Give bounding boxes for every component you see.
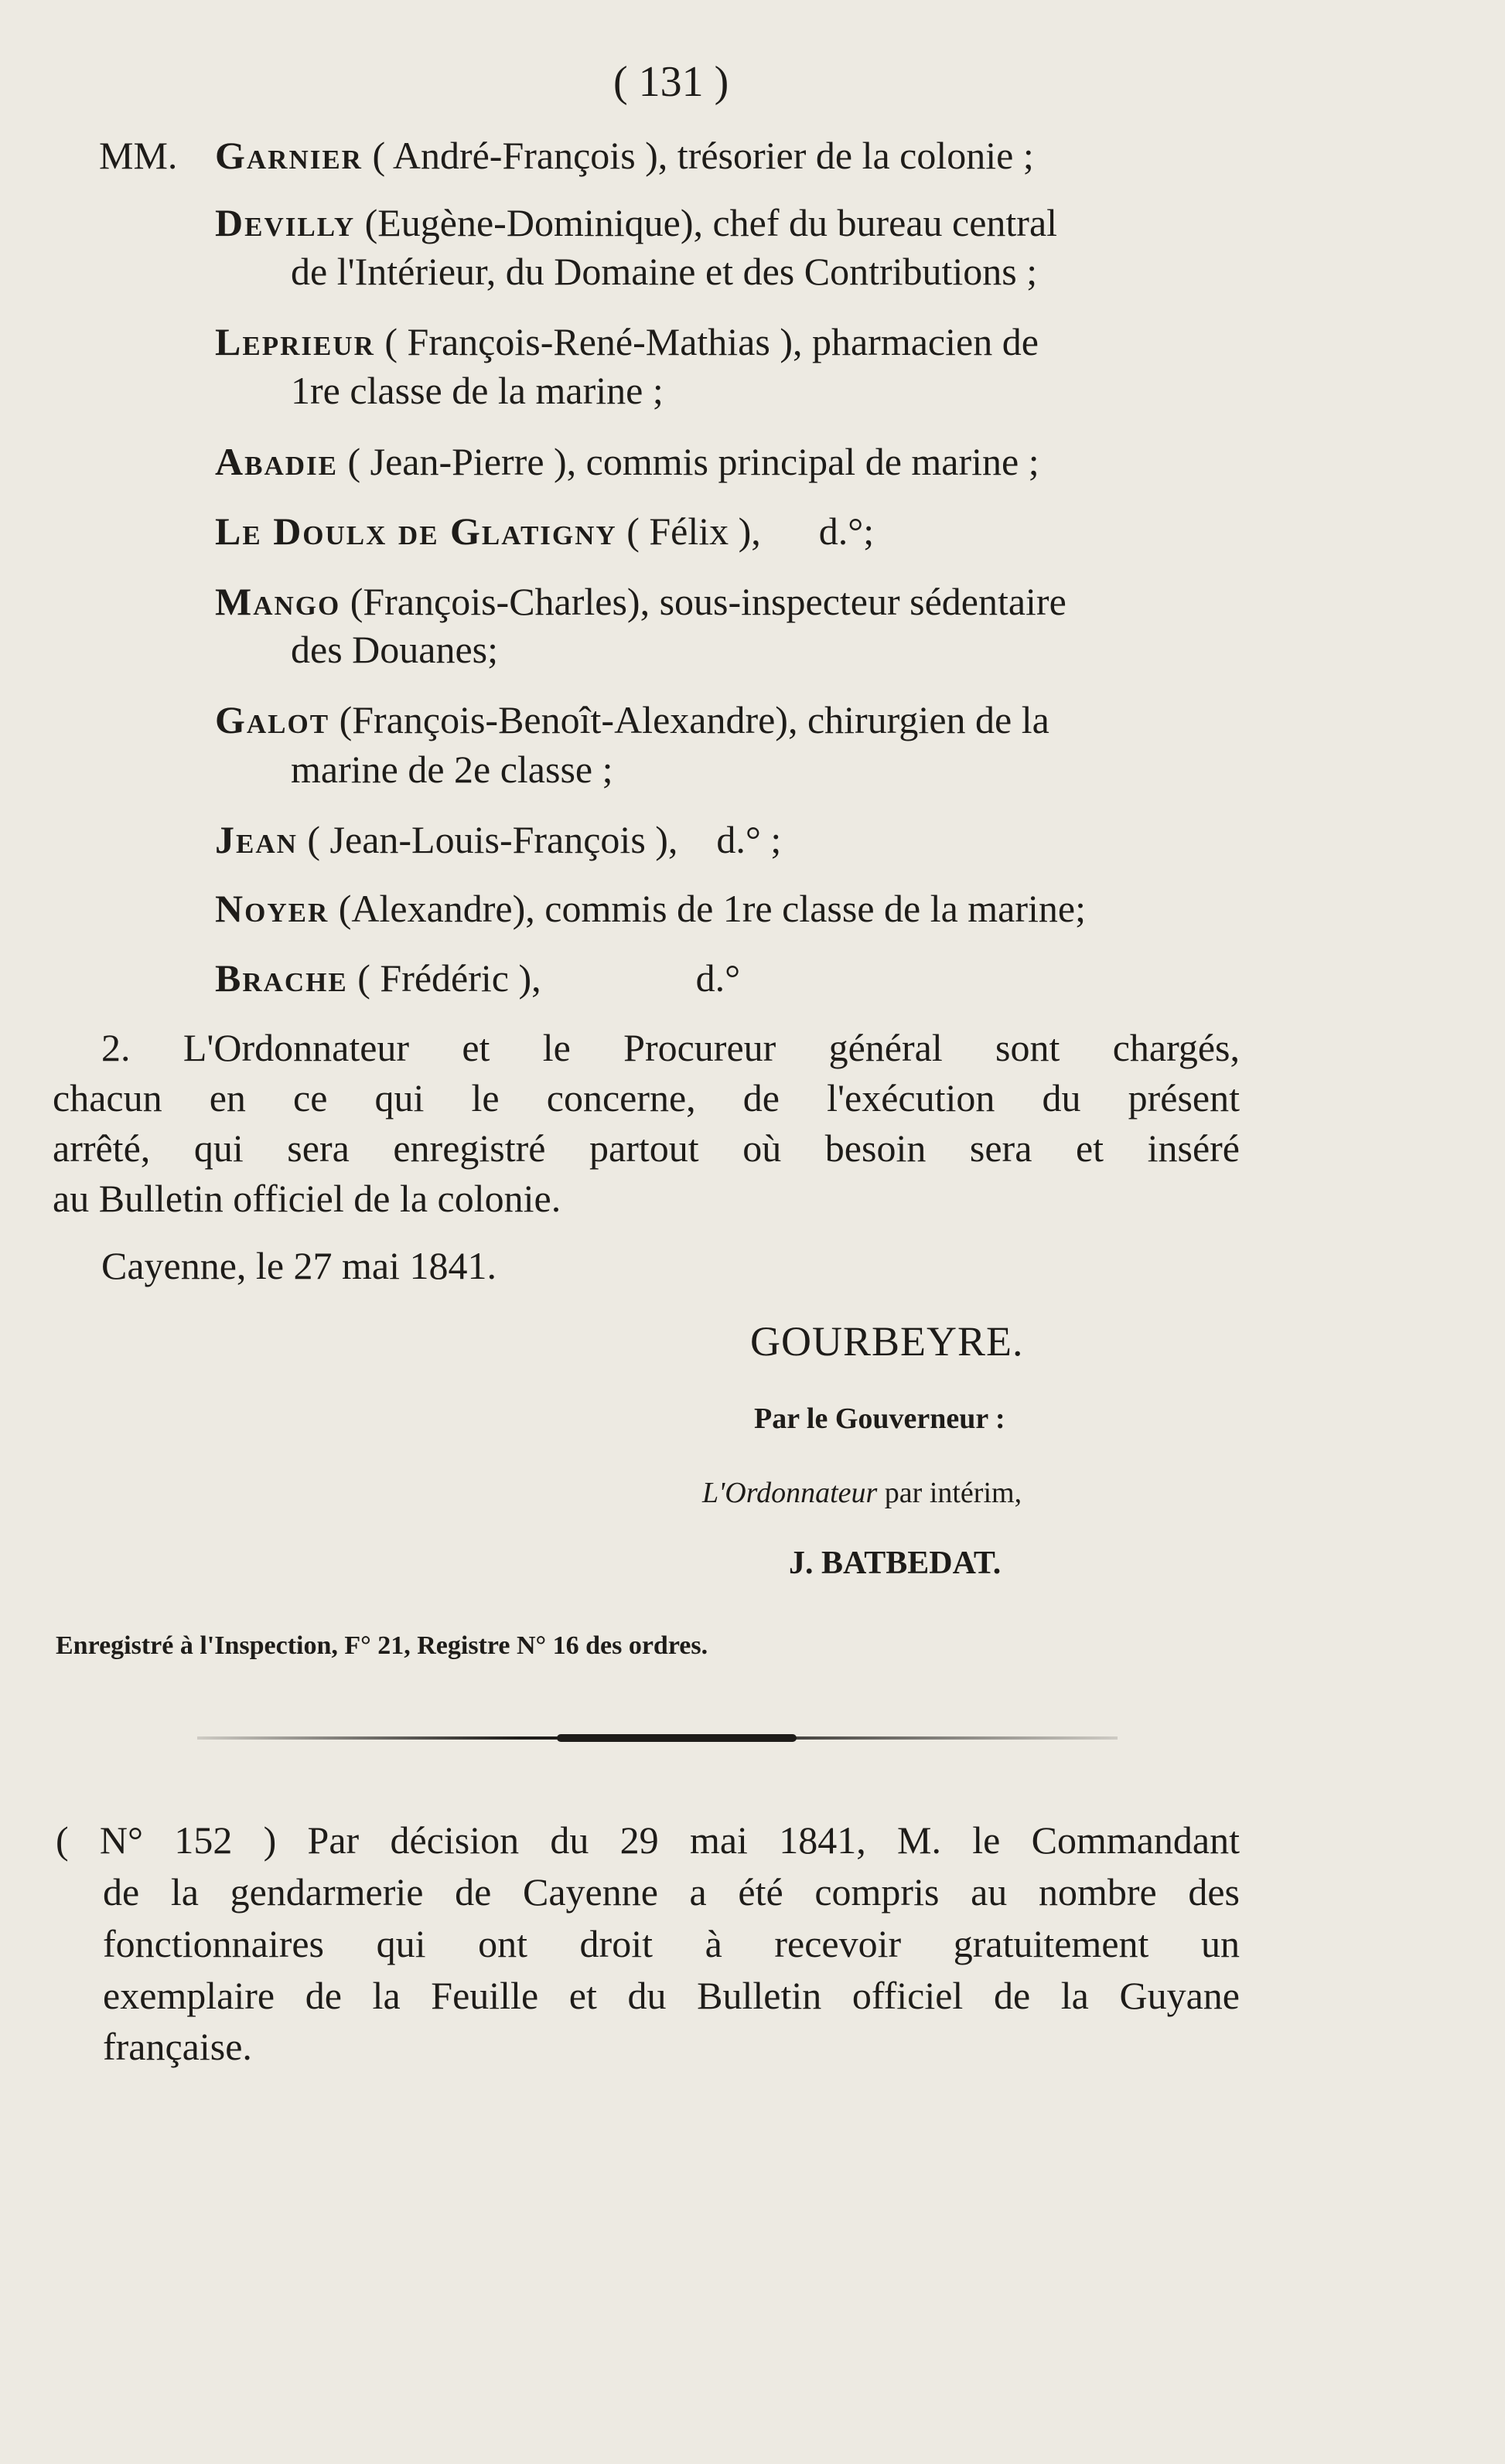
section-divider-swell <box>557 1734 797 1742</box>
signatory: GOURBEYRE. <box>750 1318 1024 1365</box>
ordonnateur-interim: par intérim, <box>884 1477 1022 1509</box>
appointee-mango <box>215 582 1066 621</box>
article-2-line: chacun en ce qui le concerne, de l'exécution du présent <box>53 1076 1240 1120</box>
decision-line: exemplaire de la Feuille et du Bulletin officiel de la Guyane <box>103 1974 1240 2017</box>
appointee-details: ( Jean-Louis-François ), d.° ; <box>307 818 782 861</box>
decision-line: ( N° 152 ) Par décision du 29 mai 1841, M. le Commandant <box>56 1818 1240 1862</box>
ordonnateur-title: L'Ordonnateur <box>702 1477 878 1509</box>
appointee-details: ( Félix ), d.°; <box>626 509 875 553</box>
appointee-surname: Mango <box>215 580 341 623</box>
appointee-continuation: des Douanes; <box>291 628 498 671</box>
appointee-continuation: de l'Intérieur, du Domaine et des Contributions ; <box>291 250 1038 293</box>
appointee-details: ( André-François ), trésorier de la colonie ; <box>372 134 1034 177</box>
appointee-le-doulx-de-glatigny <box>215 509 875 553</box>
appointee-surname: Le Doulx de Glatigny <box>215 509 617 553</box>
appointee-surname: Noyer <box>215 887 329 930</box>
decision-line: fonctionnaires qui ont droit à recevoir gratuitement un <box>103 1922 1240 1965</box>
appointee-noyer <box>215 889 1086 928</box>
appointee-details: (Alexandre), commis de 1re classe de la marine; <box>338 887 1086 930</box>
date-line: Cayenne, le 27 mai 1841. <box>101 1244 497 1287</box>
appointee-details: (François-Charles), sous-inspecteur sédentaire <box>350 580 1066 623</box>
honorific-prefix: MM. <box>99 134 178 177</box>
decision-line: de la gendarmerie de Cayenne a été compris au nombre des <box>103 1870 1240 1914</box>
appointee-continuation: marine de 2e classe ; <box>291 748 613 791</box>
appointee-continuation: 1re classe de la marine ; <box>291 369 664 412</box>
appointee-abadie <box>215 442 1039 481</box>
appointee-surname: Garnier <box>215 134 363 177</box>
article-2-line: 2. L'Ordonnateur et le Procureur général sont chargés, <box>101 1026 1240 1069</box>
appointee-surname: Devilly <box>215 201 356 244</box>
appointee-leprieur <box>215 322 1039 361</box>
appointee-surname: Galot <box>215 698 330 741</box>
article-2-line: arrêté, qui sera enregistré partout où besoin sera et inséré <box>53 1126 1240 1170</box>
appointee-devilly <box>215 203 1057 242</box>
appointee-details: (Eugène-Dominique), chef du bureau central <box>364 201 1058 244</box>
registration-note: Enregistré à l'Inspection, F° 21, Registre N° 16 des ordres. <box>56 1631 708 1660</box>
appointee-surname: Leprieur <box>215 320 375 363</box>
par-le-gouverneur: Par le Gouverneur : <box>754 1402 1005 1435</box>
appointee-brache <box>215 956 741 1000</box>
appointee-details: ( François-René-Mathias ), pharmacien de <box>384 320 1039 363</box>
appointee-details: ( Frédéric ), d.° <box>357 956 741 1000</box>
appointee-details: (François-Benoît-Alexandre), chirurgien de la <box>339 698 1049 741</box>
appointee-details: ( Jean-Pierre ), commis principal de marine ; <box>347 440 1039 483</box>
second-signatory: J. BATBEDAT. <box>789 1546 1002 1581</box>
ordonnateur-line <box>702 1478 1022 1508</box>
appointee-jean <box>215 820 781 859</box>
appointee-surname: Abadie <box>215 440 338 483</box>
appointee-galot <box>215 700 1049 739</box>
appointee-surname: Brache <box>215 956 348 1000</box>
appointee-surname: Jean <box>215 818 298 861</box>
article-2-line: au Bulletin officiel de la colonie. <box>53 1177 561 1220</box>
appointee-garnier <box>215 136 1213 175</box>
page-number: ( 131 ) <box>613 58 729 106</box>
decision-line: française. <box>103 2025 252 2068</box>
